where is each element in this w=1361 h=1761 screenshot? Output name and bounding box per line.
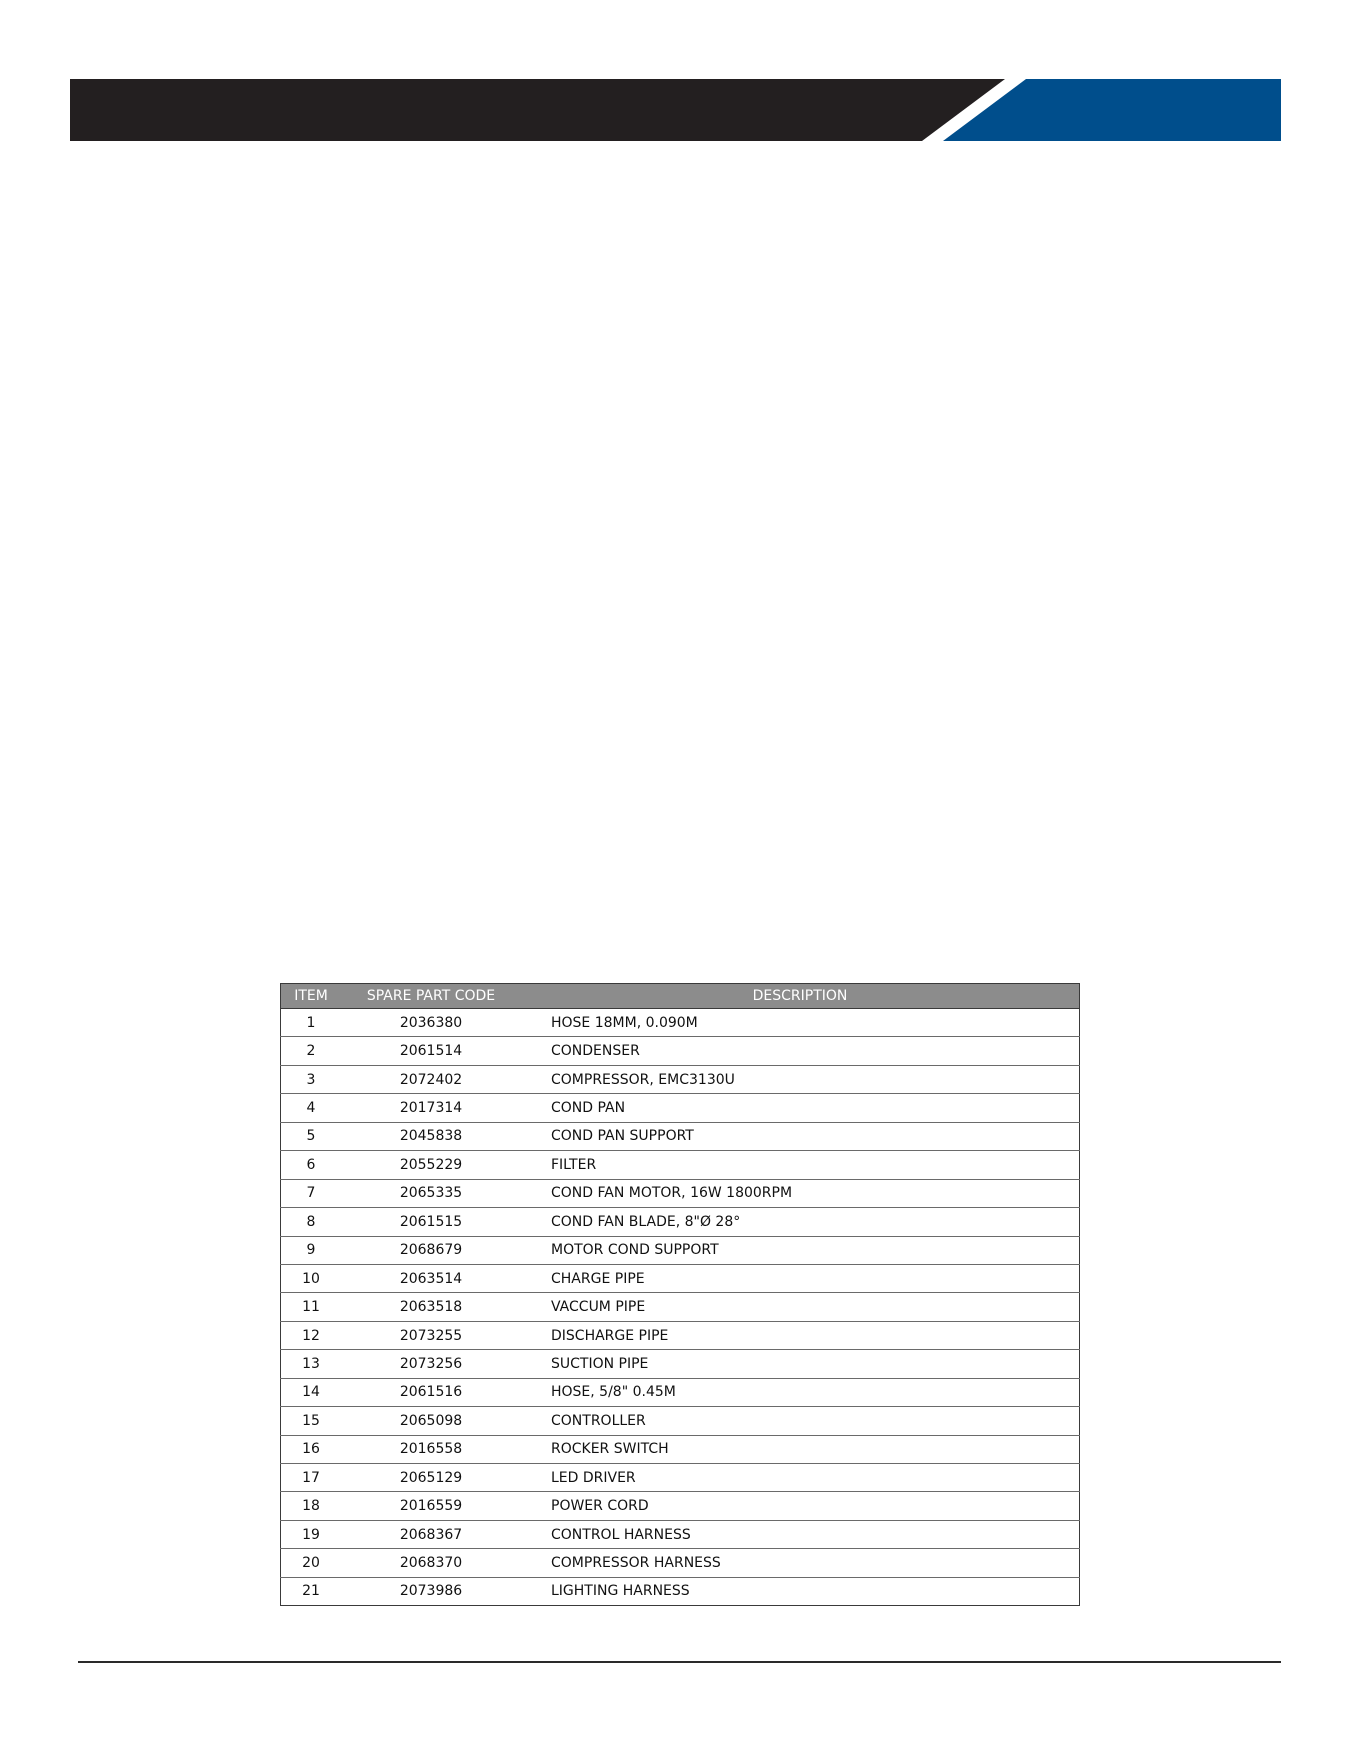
cell-spare-part-code: 2072402	[341, 1065, 521, 1093]
cell-spare-part-code: 2017314	[341, 1094, 521, 1122]
cell-description: CONDENSER	[521, 1037, 1080, 1065]
cell-item: 14	[281, 1378, 342, 1406]
cell-item: 9	[281, 1236, 342, 1264]
table-row	[281, 1435, 1080, 1463]
cell-spare-part-code: 2016558	[341, 1435, 521, 1463]
cell-spare-part-code: 2073256	[341, 1350, 521, 1378]
cell-spare-part-code: 2065335	[341, 1179, 521, 1207]
cell-spare-part-code: 2036380	[341, 1009, 521, 1037]
cell-item: 17	[281, 1464, 342, 1492]
table-row	[281, 1065, 1080, 1093]
cell-item: 3	[281, 1065, 342, 1093]
table-row	[281, 1350, 1080, 1378]
cell-spare-part-code: 2045838	[341, 1122, 521, 1150]
cell-spare-part-code: 2055229	[341, 1151, 521, 1179]
cell-spare-part-code: 2061514	[341, 1037, 521, 1065]
cell-description: LED DRIVER	[521, 1464, 1080, 1492]
table-row	[281, 1321, 1080, 1349]
cell-item: 5	[281, 1122, 342, 1150]
parts-table	[280, 983, 1080, 1606]
cell-item: 15	[281, 1407, 342, 1435]
table-row	[281, 1179, 1080, 1207]
cell-item: 20	[281, 1549, 342, 1577]
header-banner-accent	[943, 79, 1281, 141]
cell-description: DISCHARGE PIPE	[521, 1321, 1080, 1349]
cell-spare-part-code: 2065098	[341, 1407, 521, 1435]
cell-spare-part-code: 2073255	[341, 1321, 521, 1349]
table-row	[281, 1492, 1080, 1520]
parts-table-body	[281, 1009, 1080, 1606]
header-banner	[70, 79, 1281, 141]
header-item: ITEM	[281, 984, 342, 1009]
header-spare-part-code: SPARE PART CODE	[341, 984, 521, 1009]
cell-description: COND FAN MOTOR, 16W 1800RPM	[521, 1179, 1080, 1207]
table-row	[281, 1151, 1080, 1179]
table-row	[281, 1264, 1080, 1292]
cell-item: 6	[281, 1151, 342, 1179]
cell-description: HOSE 18MM, 0.090M	[521, 1009, 1080, 1037]
table-row	[281, 1094, 1080, 1122]
cell-description: ROCKER SWITCH	[521, 1435, 1080, 1463]
table-row	[281, 1293, 1080, 1321]
cell-item: 2	[281, 1037, 342, 1065]
cell-spare-part-code: 2068367	[341, 1520, 521, 1548]
parts-table-header-row	[281, 984, 1080, 1009]
cell-item: 1	[281, 1009, 342, 1037]
header-description: DESCRIPTION	[521, 984, 1080, 1009]
cell-spare-part-code: 2068370	[341, 1549, 521, 1577]
cell-item: 16	[281, 1435, 342, 1463]
cell-description: SUCTION PIPE	[521, 1350, 1080, 1378]
header-banner-graphic	[70, 79, 1281, 141]
parts-table-container	[280, 983, 1080, 1606]
table-row	[281, 1378, 1080, 1406]
cell-spare-part-code: 2073986	[341, 1577, 521, 1605]
cell-description: COND PAN	[521, 1094, 1080, 1122]
cell-spare-part-code: 2063514	[341, 1264, 521, 1292]
cell-item: 11	[281, 1293, 342, 1321]
parts-table-head	[281, 984, 1080, 1009]
table-row	[281, 1122, 1080, 1150]
cell-item: 18	[281, 1492, 342, 1520]
cell-item: 13	[281, 1350, 342, 1378]
table-row	[281, 1037, 1080, 1065]
cell-description: VACCUM PIPE	[521, 1293, 1080, 1321]
cell-description: HOSE, 5/8" 0.45M	[521, 1378, 1080, 1406]
cell-item: 10	[281, 1264, 342, 1292]
cell-item: 21	[281, 1577, 342, 1605]
cell-spare-part-code: 2068679	[341, 1236, 521, 1264]
cell-item: 7	[281, 1179, 342, 1207]
cell-spare-part-code: 2065129	[341, 1464, 521, 1492]
cell-description: COMPRESSOR HARNESS	[521, 1549, 1080, 1577]
table-row	[281, 1464, 1080, 1492]
cell-item: 19	[281, 1520, 342, 1548]
table-row	[281, 1520, 1080, 1548]
cell-description: MOTOR COND SUPPORT	[521, 1236, 1080, 1264]
cell-spare-part-code: 2061515	[341, 1208, 521, 1236]
table-row	[281, 1407, 1080, 1435]
cell-description: CONTROLLER	[521, 1407, 1080, 1435]
footer-rule	[78, 1661, 1281, 1663]
cell-description: CONTROL HARNESS	[521, 1520, 1080, 1548]
table-row	[281, 1577, 1080, 1605]
table-row	[281, 1208, 1080, 1236]
cell-description: COND FAN BLADE, 8"Ø 28°	[521, 1208, 1080, 1236]
table-row	[281, 1549, 1080, 1577]
cell-description: FILTER	[521, 1151, 1080, 1179]
cell-spare-part-code: 2063518	[341, 1293, 521, 1321]
cell-description: COND PAN SUPPORT	[521, 1122, 1080, 1150]
cell-description: COMPRESSOR, EMC3130U	[521, 1065, 1080, 1093]
header-banner-dark	[70, 79, 1005, 141]
cell-item: 4	[281, 1094, 342, 1122]
table-row	[281, 1009, 1080, 1037]
cell-spare-part-code: 2016559	[341, 1492, 521, 1520]
cell-description: LIGHTING HARNESS	[521, 1577, 1080, 1605]
table-row	[281, 1236, 1080, 1264]
cell-item: 12	[281, 1321, 342, 1349]
cell-item: 8	[281, 1208, 342, 1236]
cell-description: CHARGE PIPE	[521, 1264, 1080, 1292]
cell-spare-part-code: 2061516	[341, 1378, 521, 1406]
cell-description: POWER CORD	[521, 1492, 1080, 1520]
